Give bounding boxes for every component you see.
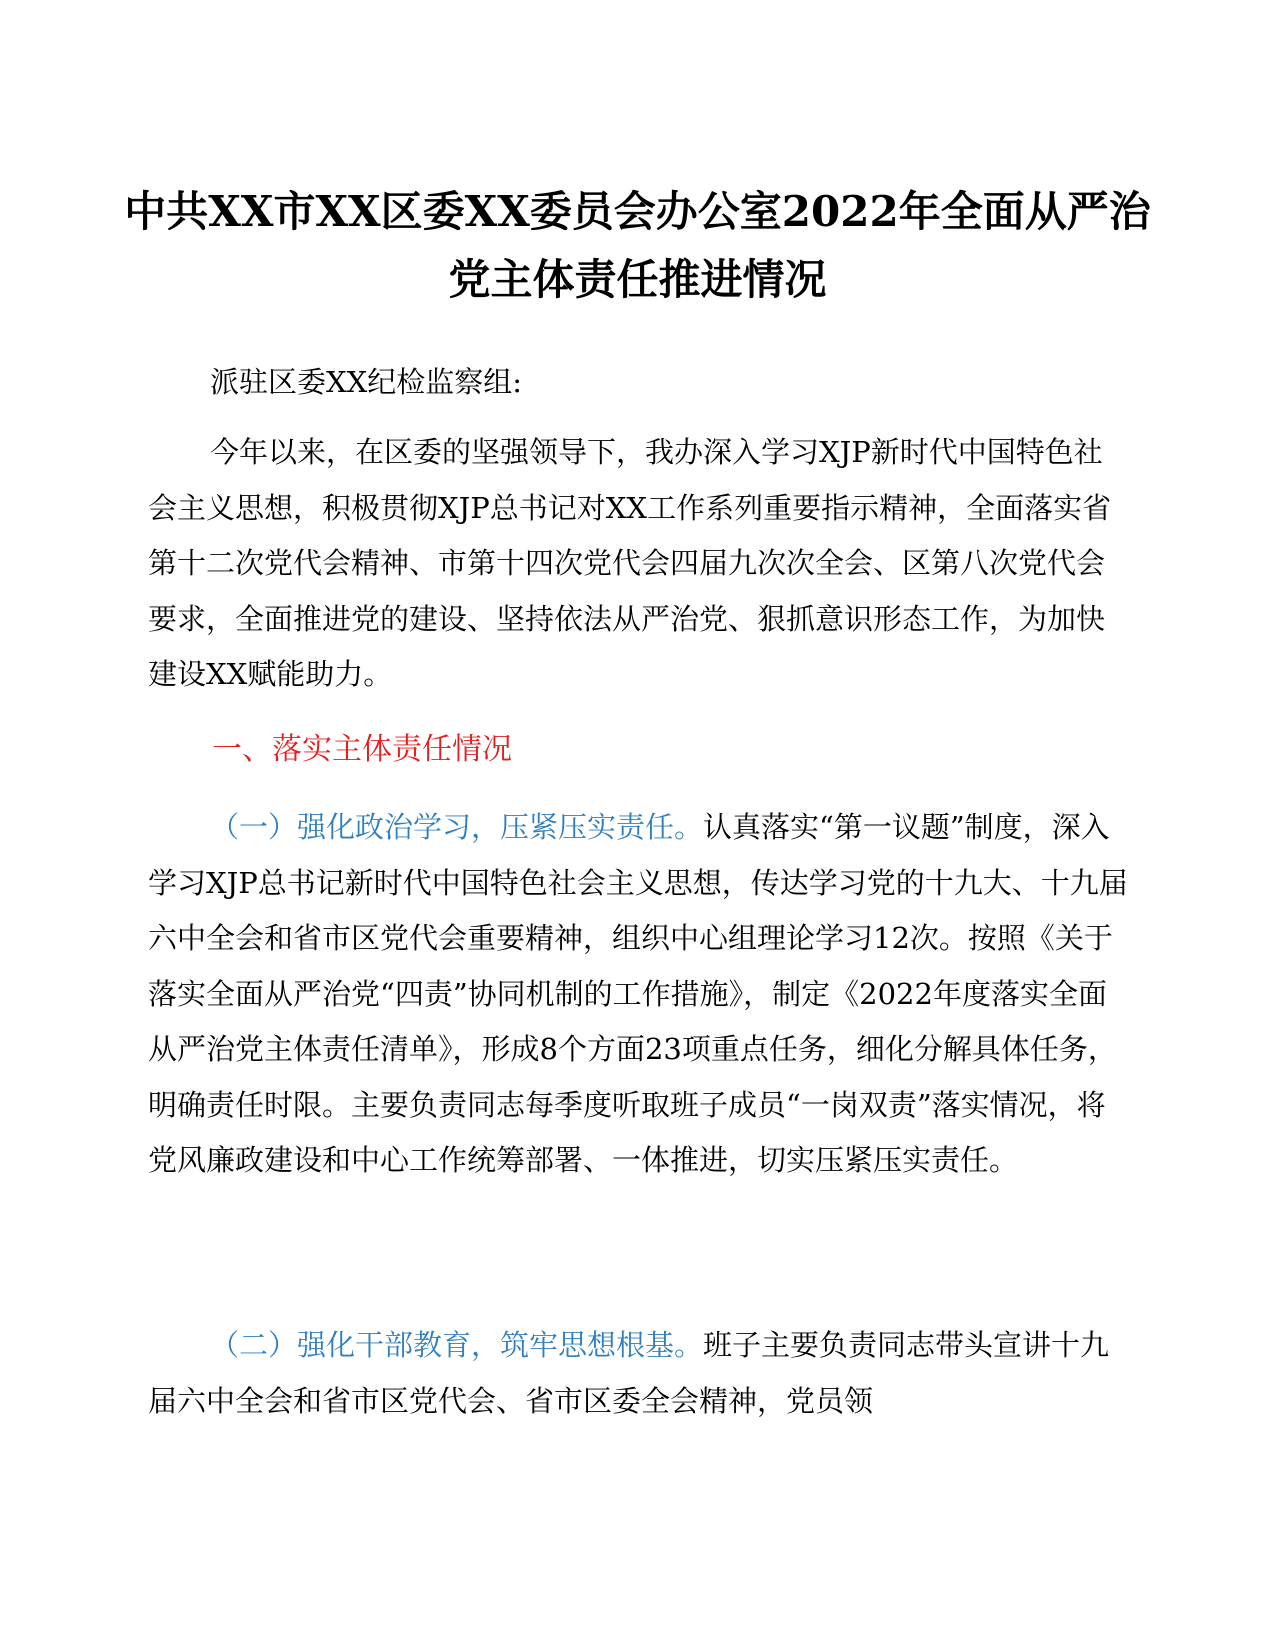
item-2-heading: （二）强化干部教育，筑牢思想根基。 <box>210 1328 704 1362</box>
intro-paragraph: 今年以来，在区委的坚强领导下，我办深入学习XJP新时代中国特色社会主义思想，积极贯彻XJP总书记对XX工作系列重要指示精神，全面落实省第十二次党代会精神、市第十四次党代会四届九次次全会、区第八次党代会要求，全面推进党的建设、坚持依法从严治党、狠抓意识形态工作，为加快建设XX赋能助力。 <box>148 435 1112 691</box>
item-1-heading: （一）强化政治学习，压紧压实责任。 <box>210 810 704 844</box>
salutation: 派驻区委XX纪检监察组: <box>210 365 523 399</box>
section-heading: 一、落实主体责任情况 <box>212 732 512 767</box>
paragraph-item-2 <box>148 1318 1128 1429</box>
item-2-body: 班子主要负责同志带头宣讲十九届六中全会和省市区党代会、省市区委全会精神，党员领 <box>148 1328 1110 1418</box>
item-1-body: 认真落实“第一议题”制度，深入学习XJP总书记新时代中国特色社会主义思想，传达学习党的十九大、十九届六中全会和省市区党代会重要精神，组织中心组理论学习12次。按照《关于落实全面从严治党“四责”协同机制的工作措施》，制定《2022年度落实全面从严治党主体责任清单》，形成8个方面23项重点任务，细化分解具体任务，明确责任时限。主要负责同志每季度听取班子成员“一岗双责”落实情况，将党风廉政建设和中心工作统筹部署、一体推进，切实压紧压实责任。 <box>148 810 1128 1177</box>
paragraph-item-1 <box>148 800 1128 1189</box>
document-title: 中共XX市XX区委XX委员会办公室2022年全面从严治党主体责任推进情况 <box>124 187 1151 304</box>
